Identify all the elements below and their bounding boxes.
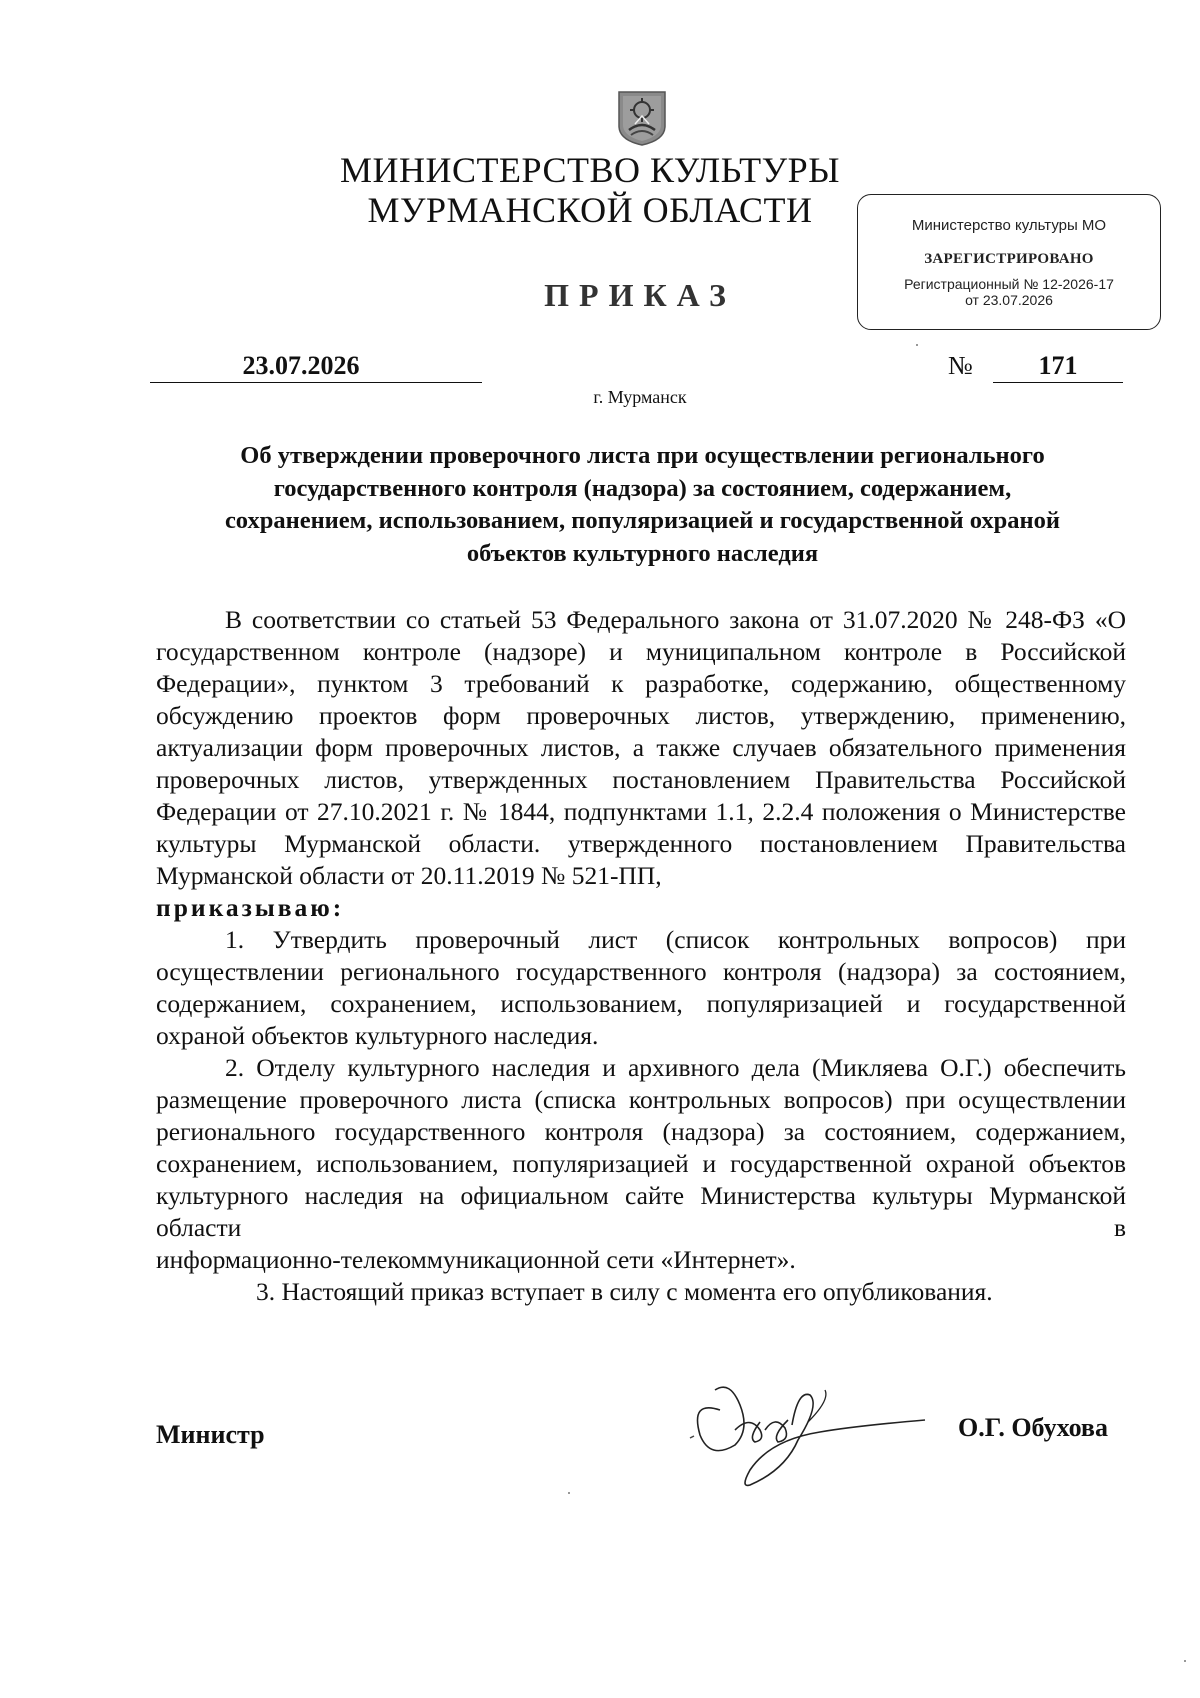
order-word: приказываю: (156, 893, 345, 922)
scan-speck (1184, 1660, 1186, 1662)
document-body (156, 604, 1126, 1308)
item-1: 1. Утвердить проверочный лист (список контрольных вопросов) при осуществлении регионального государственного контроля (надзора) за состоянием, содержанием, сохранением, использованием, популяризацией и государственной охраной объектов культурного наследия. (156, 925, 1126, 1050)
preamble-paragraph (156, 604, 1126, 892)
scan-speck (916, 344, 918, 346)
scan-speck (568, 1492, 570, 1494)
order-number: 171 (993, 350, 1123, 383)
registration-stamp (857, 194, 1161, 330)
signatory-name: О.Г. Обухова (958, 1413, 1108, 1442)
order-word-line (156, 892, 1126, 924)
heading-line-4: объектов культурного наследия (466, 539, 819, 567)
preamble-text: В соответствии со статьей 53 Федерального закона от 31.07.2020 № 248-ФЗ «О государственном контроле (надзоре) и муниципальном контроле в Российской Федерации», пунктом 3 требований к разработке, содержанию, общественному обсуждению проектов форм проверочных листов, утверждению, применению, актуализации форм проверочных листов, а также случаев обязательного применения проверочных листов, утвержденных постановлением Правительства Российской Федерации от 27.10.2021 г. № 1844, подпунктами 1.1, 2.2.4 положения о Министерстве культуры Мурманской области. утвержденного постановлением Правительства Мурманской области от 20.11.2019 № 521-ПП, (156, 605, 1126, 890)
heading-line-2: государственного контроля (надзора) за состоянием, содержанием, (273, 474, 1012, 502)
ministry-line-1: МИНИСТЕРСТВО КУЛЬТУРЫ (340, 150, 840, 190)
stamp-org: Министерство культуры МО (911, 217, 1107, 234)
order-date-field (150, 350, 482, 383)
document-heading (160, 440, 1125, 570)
city: г. Мурманск (593, 387, 687, 407)
heading-line-1: Об утверждении проверочного листа при осуществлении регионального (240, 442, 1045, 469)
signatory-title: Министр (156, 1420, 265, 1449)
stamp-status: ЗАРЕГИСТРИРОВАНО (924, 251, 1094, 267)
stamp-reg-date: от 23.07.2026 (965, 292, 1053, 308)
order-title: ПРИКАЗ (544, 277, 736, 313)
ministry-line-2: МУРМАНСКОЙ ОБЛАСТИ (367, 190, 813, 230)
ministry-name (300, 150, 880, 230)
heading-line-3: сохранением, использованием, популяризацией и государственной охраной (224, 507, 1061, 534)
number-sign: № (948, 351, 973, 380)
coat-of-arms-icon (617, 90, 667, 146)
stamp-reg-number: Регистрационный № 12-2026-17 (904, 276, 1114, 292)
item-2-main: 2. Отделу культурного наследия и архивного дела (Микляева О.Г.) обеспечить размещение проверочного листа (списка контрольных вопросов) при осуществлении регионального государственного контроля (надзора) за состоянием, содержанием, сохранением, использованием, популяризацией и государственной охраной объектов культурного наследия на официальном сайте Министерства культуры Мурманской области в (156, 1053, 1126, 1242)
item-3: 3. Настоящий приказ вступает в силу с момента его опубликования. (256, 1277, 993, 1306)
item-2-tail: информационно-телекоммуникационной сети «Интернет». (156, 1245, 796, 1274)
order-date: 23.07.2026 (242, 351, 360, 380)
handwritten-signature (680, 1360, 930, 1500)
